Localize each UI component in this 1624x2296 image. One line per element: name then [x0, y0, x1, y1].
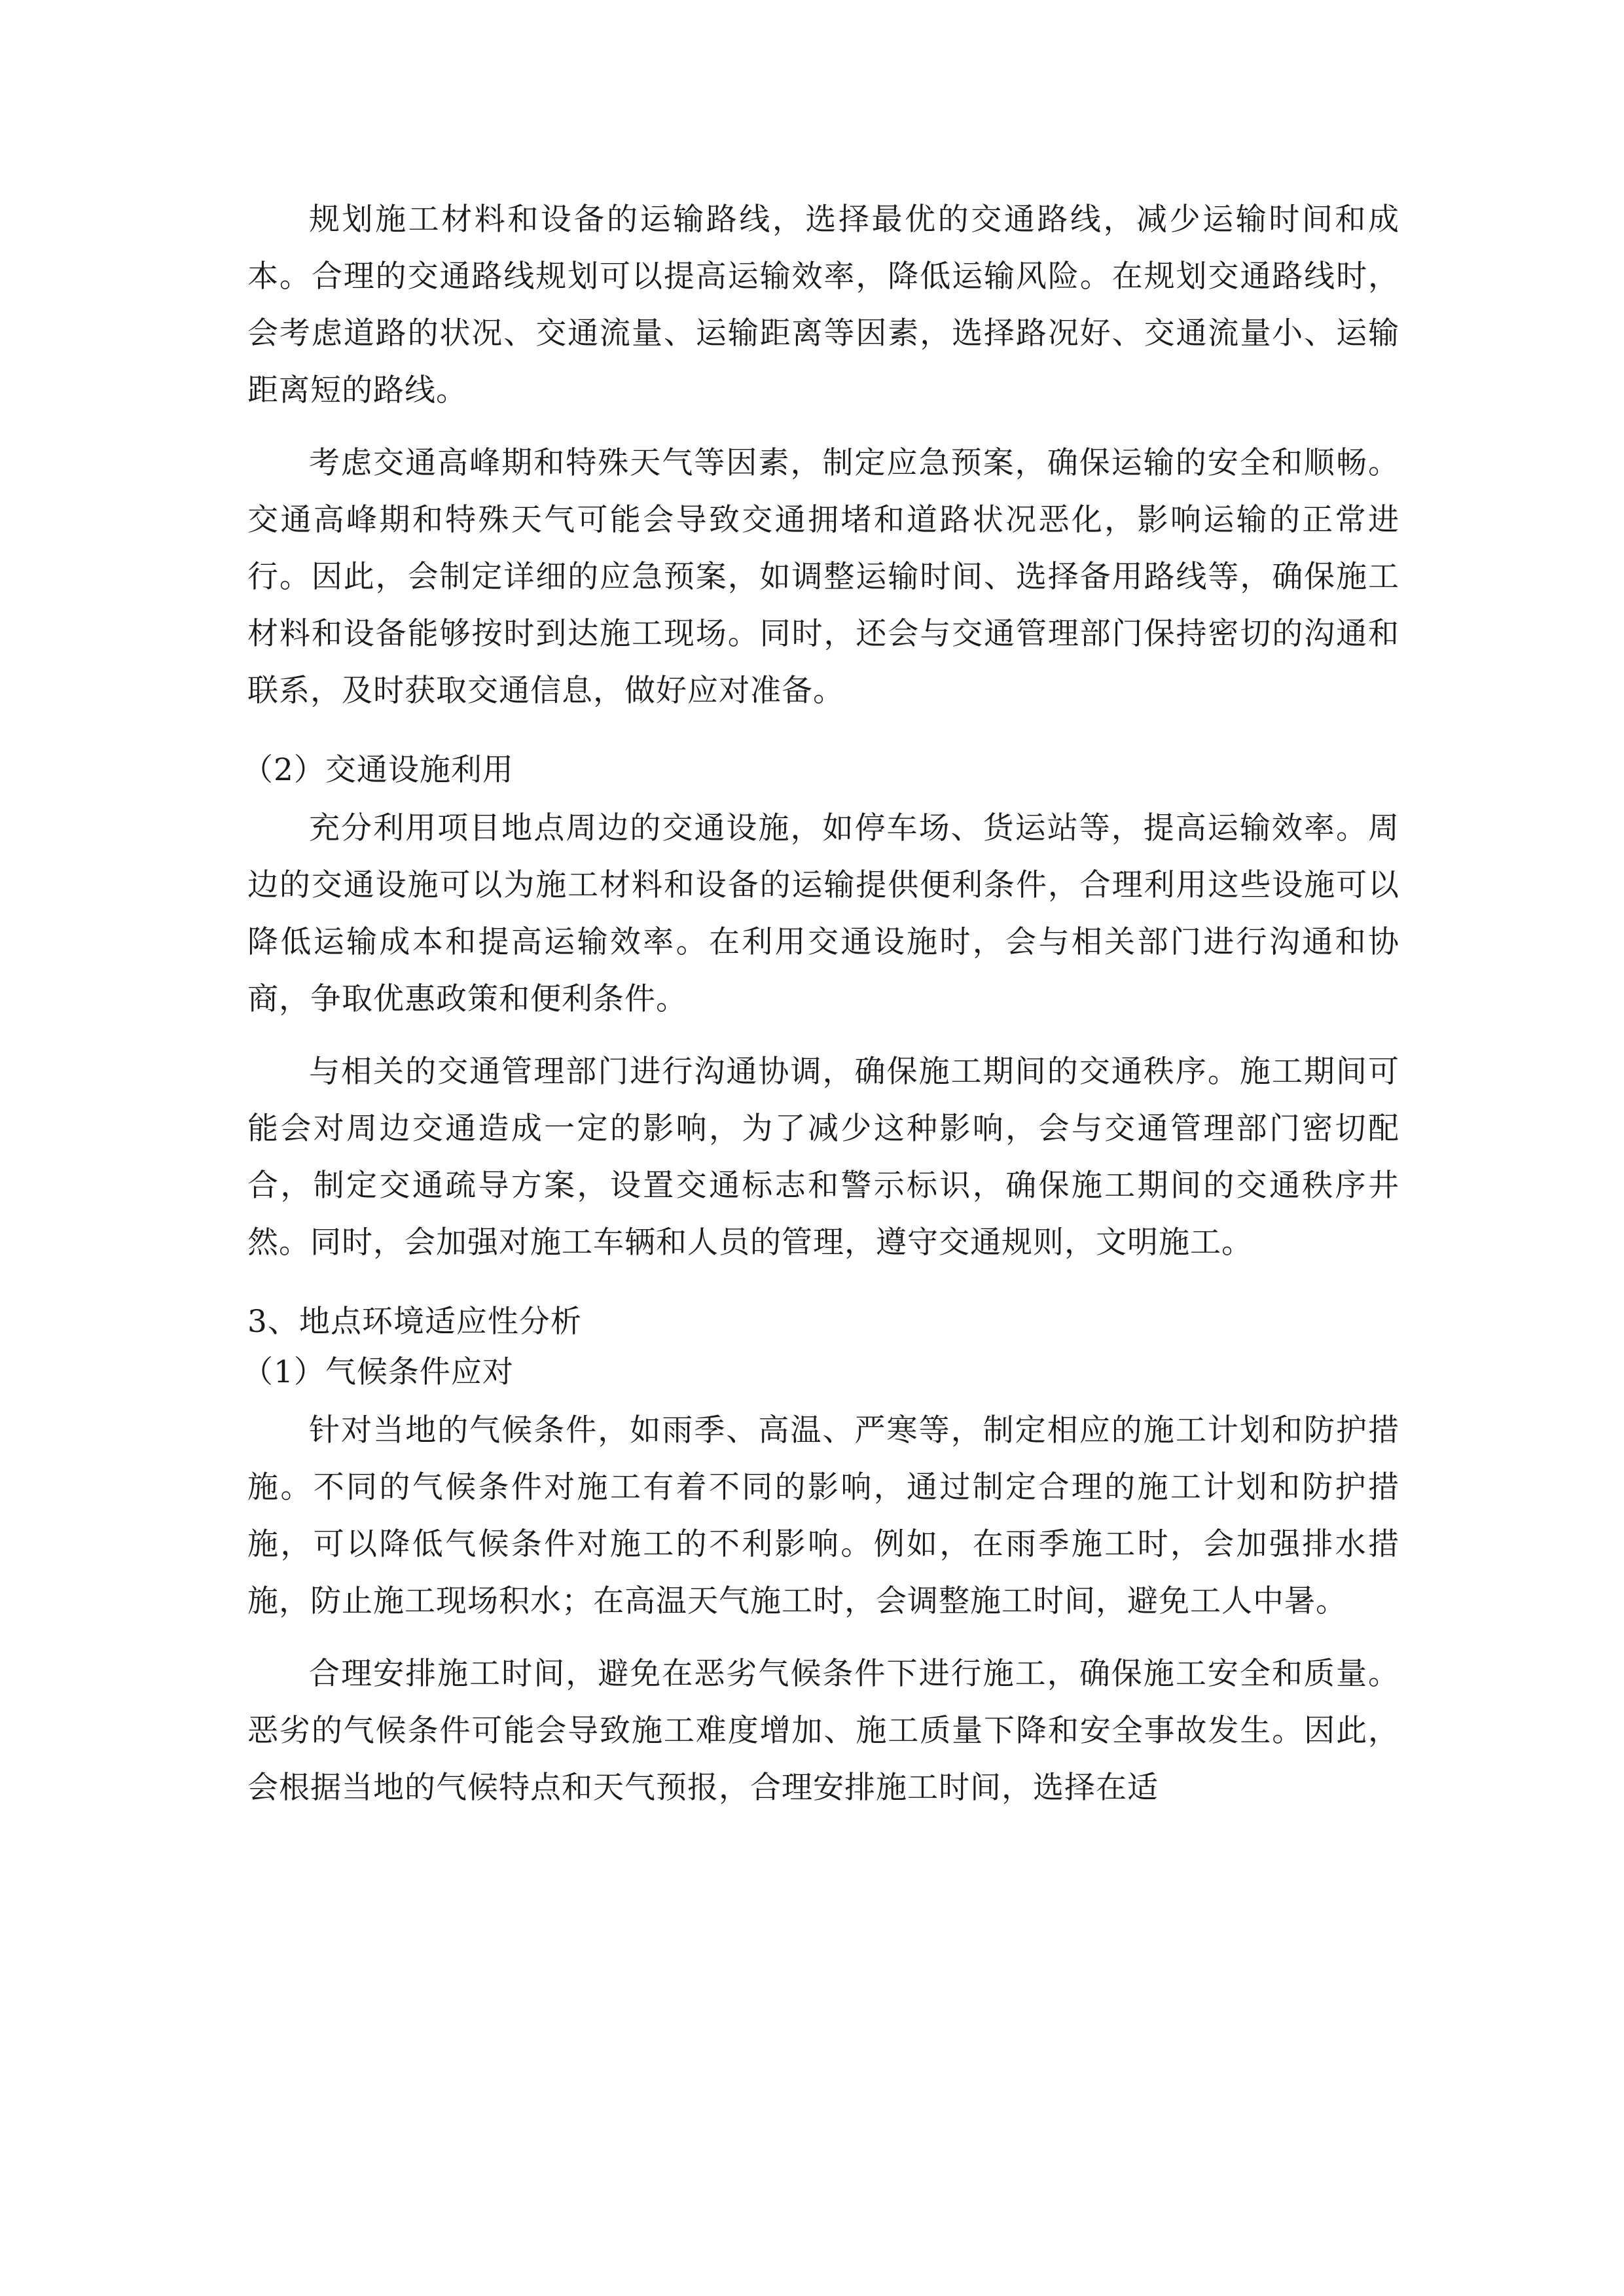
heading-traffic-facilities: （2）交通设施利用	[242, 752, 514, 788]
paragraph-construction-scheduling: 合理安排施工时间，避免在恶劣气候条件下进行施工，确保施工安全和质量。恶劣的气候条件可能会导致施工难度增加、施工质量下降和安全事故发生。因此，会根据当地的气候特点和天气预报，合理安排施工时间，选择在适	[247, 1656, 1399, 1806]
paragraph-emergency-plan: 考虑交通高峰期和特殊天气等因素，制定应急预案，确保运输的安全和顺畅。交通高峰期和特殊天气可能会导致交通拥堵和道路状况恶化，影响运输的正常进行。因此，会制定详细的应急预案，如调整运输时间、选择备用路线等，确保施工材料和设备能够按时到达施工现场。同时，还会与交通管理部门保持密切的沟通和联系，及时获取交通信息，做好应对准备。	[247, 445, 1399, 709]
heading-climate-response: （1）气候条件应对	[242, 1354, 514, 1390]
paragraph-facility-utilization: 充分利用项目地点周边的交通设施，如停车场、货运站等，提高运输效率。周边的交通设施可以为施工材料和设备的运输提供便利条件，合理利用这些设施可以降低运输成本和提高运输效率。在利用交通设施时，会与相关部门进行沟通和协商，争取优惠政策和便利条件。	[247, 810, 1399, 1017]
heading-site-environment-analysis: 3、地点环境适应性分析	[247, 1304, 582, 1340]
paragraph-traffic-coordination: 与相关的交通管理部门进行沟通协调，确保施工期间的交通秩序。施工期间可能会对周边交通造成一定的影响，为了减少这种影响，会与交通管理部门密切配合，制定交通疏导方案，设置交通标志和警示标识，确保施工期间的交通秩序井然。同时，会加强对施工车辆和人员的管理，遵守交通规则，文明施工。	[247, 1054, 1399, 1261]
paragraph-climate-measures: 针对当地的气候条件，如雨季、高温、严寒等，制定相应的施工计划和防护措施。不同的气候条件对施工有着不同的影响，通过制定合理的施工计划和防护措施，可以降低气候条件对施工的不利影响。例如，在雨季施工时，会加强排水措施，防止施工现场积水；在高温天气施工时，会调整施工时间，避免工人中暑。	[247, 1412, 1399, 1619]
document-body	[242, 191, 1399, 1816]
paragraph-transport-route-planning: 规划施工材料和设备的运输路线，选择最优的交通路线，减少运输时间和成本。合理的交通路线规划可以提高运输效率，降低运输风险。在规划交通路线时，会考虑道路的状况、交通流量、运输距离等因素，选择路况好、交通流量小、运输距离短的路线。	[247, 202, 1399, 408]
